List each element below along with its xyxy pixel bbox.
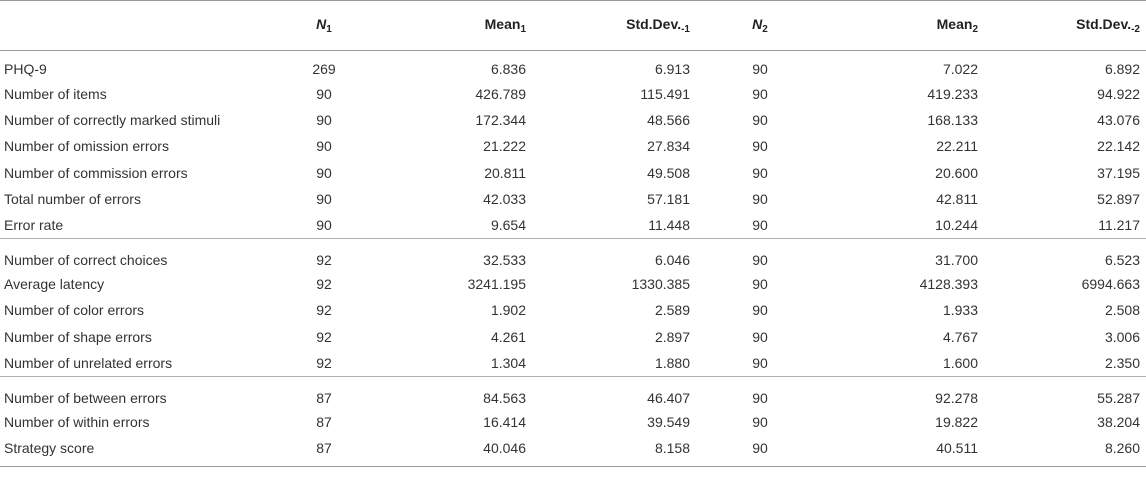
header-sd1-sub: -1	[681, 24, 690, 35]
table-row	[0, 107, 1146, 133]
cell-n2: 90	[752, 354, 768, 371]
cell-mean2: 42.811	[936, 191, 978, 208]
cell-sd1: 115.491	[640, 85, 690, 102]
cell-mean1: 1.902	[490, 302, 526, 319]
cell-sd2: 6.892	[1104, 60, 1140, 77]
cell-n2: 90	[752, 413, 768, 430]
cell-n2: 90	[752, 276, 768, 293]
cell-n2: 90	[752, 328, 768, 345]
cell-sd1: 2.897	[654, 328, 690, 345]
cell-sd2: 94.922	[1097, 85, 1140, 102]
cell-mean1: 4.261	[490, 328, 526, 345]
row-label: Number of within errors	[4, 413, 150, 430]
table-row	[0, 239, 1146, 271]
cell-sd1: 49.508	[647, 164, 690, 181]
cell-n2: 90	[752, 302, 768, 319]
cell-n1: 92	[316, 354, 332, 371]
row-label: Number of items	[4, 85, 107, 102]
cell-mean1: 172.344	[475, 112, 526, 129]
cell-n2: 90	[752, 164, 768, 181]
cell-n1: 87	[272, 376, 376, 408]
cell-n1: 87	[272, 435, 376, 467]
row-label: Average latency	[4, 276, 105, 293]
cell-sd1: 46.407	[532, 376, 696, 408]
cell-n2: 90	[752, 191, 768, 208]
cell-mean2: 31.700	[824, 239, 984, 271]
table-row	[0, 271, 1146, 297]
cell-sd2: 22.142	[1097, 138, 1140, 155]
cell-sd1: 1330.385	[631, 276, 690, 293]
cell-mean1: 40.046	[376, 435, 532, 467]
table-row	[0, 324, 1146, 350]
cell-n2: 90	[752, 217, 768, 234]
cell-n1: 90	[316, 164, 332, 181]
cell-mean2: 22.211	[936, 138, 978, 155]
header-n2-sub: 2	[762, 24, 768, 35]
cell-n2: 90	[696, 239, 824, 271]
cell-sd1: 11.448	[648, 217, 690, 234]
cell-n2: 90	[696, 435, 824, 467]
cell-mean2: 7.022	[942, 60, 978, 77]
header-empty-cell	[0, 1, 272, 51]
header-sd2-sub: -2	[1131, 24, 1140, 35]
row-label: Number of correct choices	[0, 239, 272, 271]
header-mean2	[824, 1, 984, 51]
cell-sd1: 48.566	[647, 112, 690, 129]
cell-mean1: 16.414	[483, 413, 526, 430]
cell-sd1: 39.549	[647, 413, 690, 430]
cell-mean1: 32.533	[376, 239, 532, 271]
cell-sd2: 43.076	[1097, 112, 1140, 129]
header-n2	[696, 1, 824, 51]
table-row	[0, 376, 1146, 408]
cell-sd2: 11.217	[1098, 217, 1140, 234]
header-mean1	[376, 1, 532, 51]
table-row	[0, 81, 1146, 107]
cell-mean2: 92.278	[824, 376, 984, 408]
header-n1-letter: N	[316, 16, 327, 32]
cell-n2: 90	[752, 112, 768, 129]
cell-n1: 92	[316, 302, 332, 319]
cell-n1: 90	[316, 217, 332, 234]
cell-sd2: 8.260	[984, 435, 1146, 467]
table-body	[0, 51, 1146, 467]
header-mean2-label: Mean	[936, 16, 973, 32]
table-row	[0, 51, 1146, 81]
cell-sd2: 3.006	[1104, 328, 1140, 345]
cell-mean1: 20.811	[484, 164, 526, 181]
cell-mean2: 40.511	[824, 435, 984, 467]
cell-sd2: 6994.663	[1081, 276, 1140, 293]
row-label: Total number of errors	[4, 191, 141, 208]
cell-sd1: 8.158	[532, 435, 696, 467]
cell-sd2: 55.287	[984, 376, 1146, 408]
cell-mean2: 10.244	[935, 217, 978, 234]
cell-n2: 90	[696, 376, 824, 408]
cell-mean1: 1.304	[490, 354, 526, 371]
cell-mean1: 9.654	[490, 217, 526, 234]
cell-n2: 90	[752, 138, 768, 155]
cell-mean2: 419.233	[927, 85, 978, 102]
cell-sd2: 52.897	[1097, 191, 1140, 208]
cell-mean1: 21.222	[483, 138, 526, 155]
cell-n1: 90	[316, 85, 332, 102]
header-row	[0, 1, 1146, 51]
row-label: Number of between errors	[0, 376, 272, 408]
cell-mean1: 42.033	[483, 191, 526, 208]
cell-mean1: 3241.195	[467, 276, 526, 293]
cell-n1: 92	[316, 276, 332, 293]
row-label: Number of unrelated errors	[4, 354, 173, 371]
cell-sd2: 38.204	[1097, 413, 1140, 430]
table-row	[0, 350, 1146, 376]
cell-sd1: 1.880	[654, 354, 690, 371]
cell-mean1: 6.836	[490, 60, 526, 77]
row-label: Strategy score	[0, 435, 272, 467]
header-sd2-label: Std.Dev.	[1076, 16, 1132, 32]
header-mean1-label: Mean	[484, 16, 521, 32]
cell-n1: 87	[316, 413, 332, 430]
header-sd2	[984, 1, 1146, 51]
cell-sd2: 2.508	[1104, 302, 1140, 319]
cell-n2: 90	[752, 85, 768, 102]
cell-sd1: 6.913	[654, 60, 690, 77]
cell-n2: 90	[752, 60, 768, 77]
cell-mean2: 19.822	[935, 413, 978, 430]
row-label: Number of omission errors	[4, 138, 169, 155]
row-label: Number of color errors	[4, 302, 145, 319]
header-n1-sub: 1	[326, 24, 332, 35]
cell-sd2: 6.523	[984, 239, 1146, 271]
table-row	[0, 297, 1146, 323]
cell-mean2: 4.767	[942, 328, 978, 345]
cell-mean1: 84.563	[376, 376, 532, 408]
cell-sd1: 27.834	[647, 138, 690, 155]
header-n1	[272, 1, 376, 51]
table-row	[0, 435, 1146, 467]
cell-mean2: 168.133	[927, 112, 978, 129]
cell-mean2: 1.600	[942, 354, 978, 371]
cell-n1: 269	[312, 60, 336, 77]
row-label: PHQ-9	[4, 60, 47, 77]
header-sd1-label: Std.Dev.	[626, 16, 682, 32]
cell-n1: 92	[272, 239, 376, 271]
row-label: Number of shape errors	[4, 328, 152, 345]
table-row	[0, 212, 1146, 238]
header-sd1	[532, 1, 696, 51]
table-header	[0, 1, 1146, 51]
cell-n1: 90	[316, 112, 332, 129]
table-row	[0, 408, 1146, 434]
cell-sd1: 57.181	[647, 191, 690, 208]
cell-mean2: 4128.393	[919, 276, 978, 293]
cell-mean2: 1.933	[942, 302, 978, 319]
cell-sd2: 2.350	[1104, 354, 1140, 371]
header-mean2-sub: 2	[972, 24, 978, 35]
cell-n1: 90	[316, 191, 332, 208]
cell-mean2: 20.600	[935, 164, 978, 181]
table-row	[0, 186, 1146, 212]
header-n2-letter: N	[752, 16, 763, 32]
cell-sd1: 6.046	[532, 239, 696, 271]
cell-sd1: 2.589	[654, 302, 690, 319]
header-mean1-sub: 1	[520, 24, 526, 35]
table-row	[0, 160, 1146, 186]
cell-mean1: 426.789	[475, 85, 526, 102]
row-label: Error rate	[4, 217, 64, 234]
row-label: Number of commission errors	[4, 164, 188, 181]
row-label: Number of correctly marked stimuli	[4, 112, 221, 129]
cell-n1: 92	[316, 328, 332, 345]
cell-n1: 90	[316, 138, 332, 155]
cell-sd2: 37.195	[1097, 164, 1140, 181]
table-row	[0, 133, 1146, 159]
